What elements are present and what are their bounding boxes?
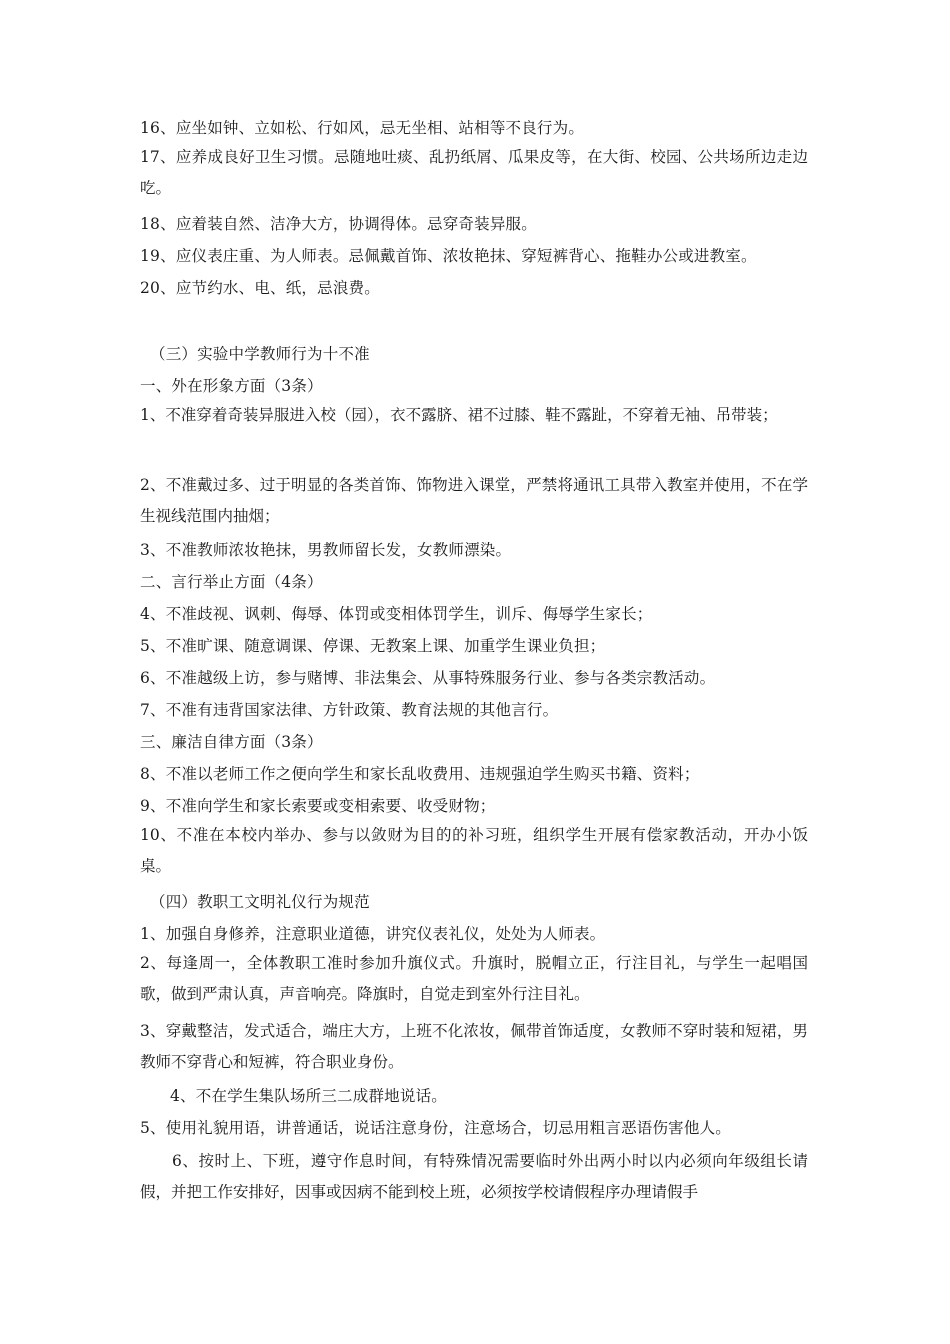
- etiquette-item-2: 2、每逢周一，全体教职工准时参加升旗仪式。升旗时，脱帽立正，行注目礼，与学生一起唱国歌，做到严肃认真，声音响亮。降旗时，自觉走到室外行注目礼。: [140, 954, 808, 1003]
- ban-item-4: 4、不准歧视、讽刺、侮辱、体罚或变相体罚学生，训斥、侮辱学生家长；: [140, 605, 653, 623]
- ban-item-8: 8、不准以老师工作之便向学生和家长乱收费用、违规强迫学生购买书籍、资料；: [140, 765, 700, 783]
- section-three-title: （三）实验中学教师行为十不准: [150, 345, 370, 363]
- part1-title: 一、外在形象方面（3条）: [140, 377, 323, 395]
- ban-item-10: 10、不准在本校内举办、参与以敛财为目的的补习班，组织学生开展有偿家教活动，开办小饭桌。: [140, 826, 808, 875]
- ban-item-5: 5、不准旷课、随意调课、停课、无教案上课、加重学生课业负担；: [140, 637, 606, 655]
- etiquette-item-6: 6、按时上、下班，遵守作息时间，有特殊情况需要临时外出两小时以内必须向年级组长请假，并把工作安排好，因事或因病不能到校上班，必须按学校请假程序办理请假手: [140, 1152, 808, 1201]
- ban-item-9: 9、不准向学生和家长索要或变相索要、收受财物；: [140, 797, 496, 815]
- ban-item-6: 6、不准越级上访，参与赌博、非法集会、从事特殊服务行业、参与各类宗教活动。: [140, 669, 716, 687]
- etiquette-item-1: 1、加强自身修养，注意职业道德，讲究仪表礼仪，处处为人师表。: [140, 925, 606, 943]
- rule-20: 20、应节约水、电、纸，忌浪费。: [140, 279, 380, 297]
- ban-item-1: 1、不准穿着奇装异服进入校（园），衣不露脐、裙不过膝、鞋不露趾，不穿着无袖、吊带装；: [140, 406, 778, 424]
- ban-item-3: 3、不准教师浓妆艳抹，男教师留长发，女教师漂染。: [140, 541, 512, 559]
- section-four-title: （四）教职工文明礼仪行为规范: [150, 893, 370, 911]
- etiquette-item-4: 4、不在学生集队场所三二成群地说话。: [170, 1087, 447, 1105]
- part3-title: 三、廉洁自律方面（3条）: [140, 733, 323, 751]
- rule-19: 19、应仪表庄重、为人师表。忌佩戴首饰、浓妆艳抹、穿短裤背心、拖鞋办公或进教室。: [140, 247, 757, 265]
- ban-item-2: 2、不准戴过多、过于明显的各类首饰、饰物进入课堂，严禁将通讯工具带入教室并使用，不在学生视线范围内抽烟；: [140, 476, 808, 525]
- rule-16: 16、应坐如钟、立如松、行如风，忌无坐相、站相等不良行为。: [140, 119, 585, 137]
- rule-17: 17、应养成良好卫生习惯。忌随地吐痰、乱扔纸屑、瓜果皮等，在大街、校园、公共场所边走边吃。: [140, 148, 808, 197]
- ban-item-7: 7、不准有违背国家法律、方针政策、教育法规的其他言行。: [140, 701, 559, 719]
- etiquette-item-5: 5、使用礼貌用语，讲普通话，说话注意身份，注意场合，切忌用粗言恶语伤害他人。: [140, 1119, 731, 1137]
- rule-18: 18、应着装自然、洁净大方，协调得体。忌穿奇装异服。: [140, 215, 537, 233]
- etiquette-item-3: 3、穿戴整洁，发式适合，端庄大方，上班不化浓妆，佩带首饰适度，女教师不穿时装和短裙，男教师不穿背心和短裤，符合职业身份。: [140, 1022, 808, 1071]
- part2-title: 二、言行举止方面（4条）: [140, 573, 323, 591]
